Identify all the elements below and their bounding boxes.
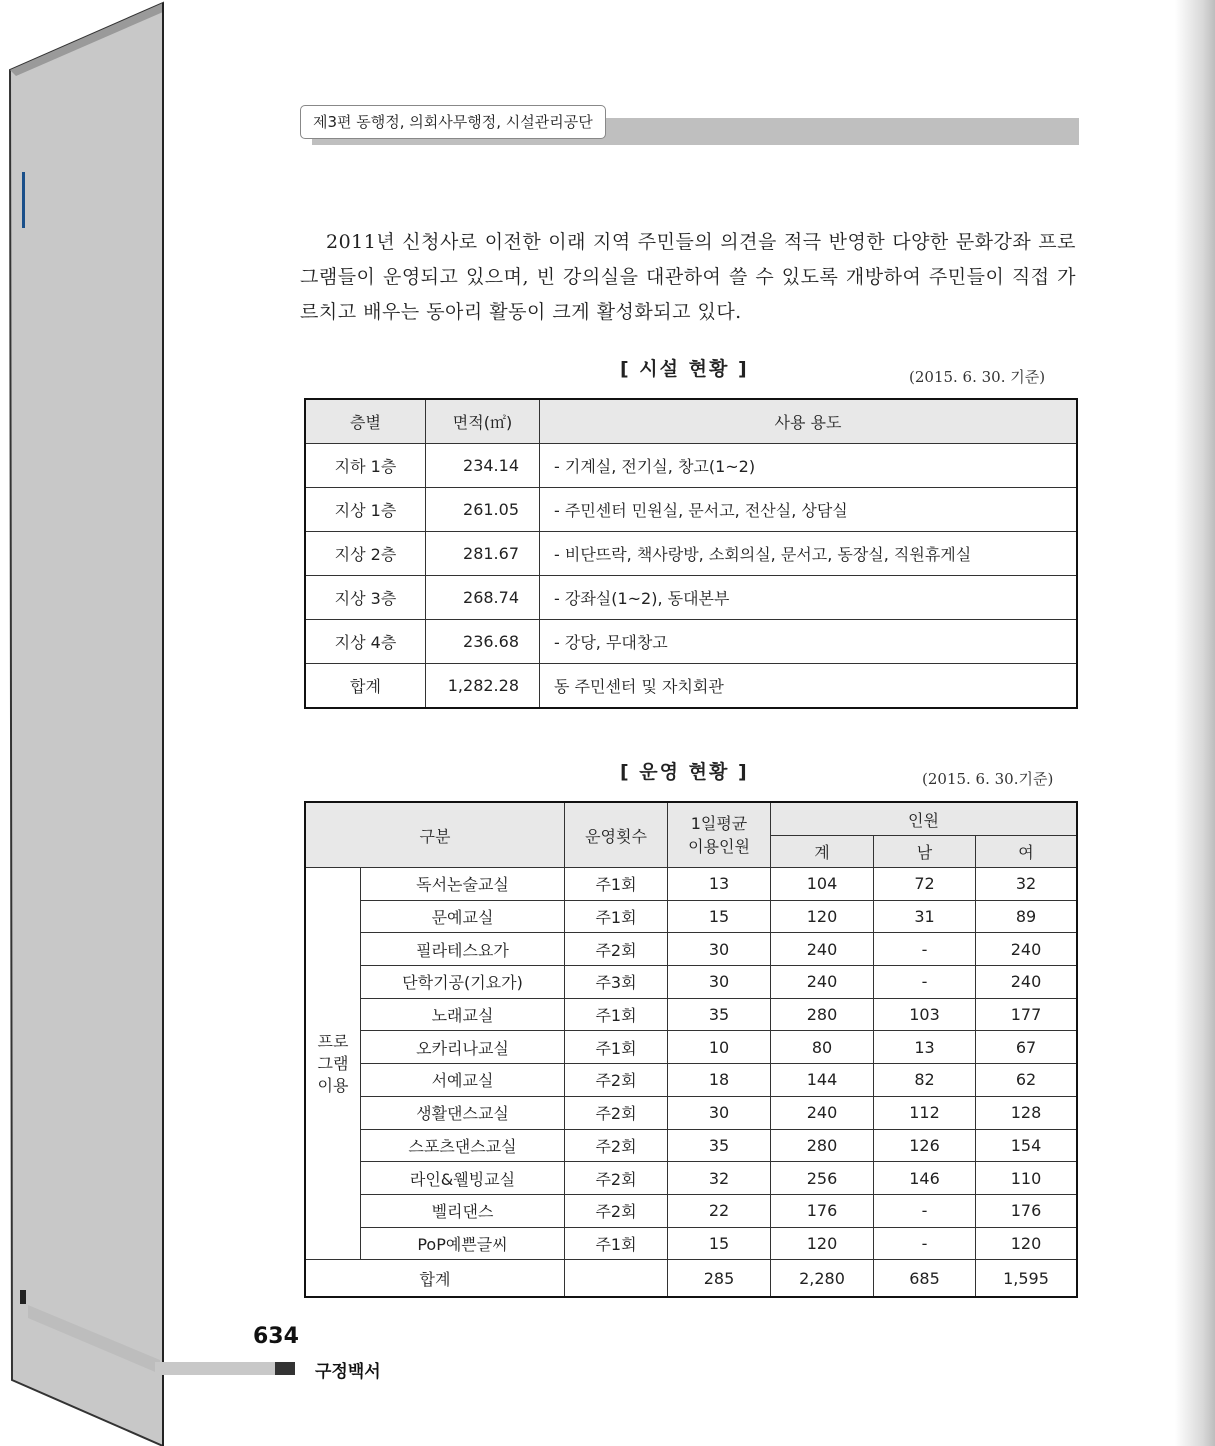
header-total: 계 — [771, 836, 874, 868]
facility-table — [305, 399, 1077, 708]
daily-cell: 35 — [668, 998, 771, 1031]
total-cell: 280 — [771, 1129, 874, 1162]
floor-cell: 합계 — [306, 664, 426, 708]
daily-cell: 35 — [668, 1129, 771, 1162]
operation-table-title: [ 운영 현황 ] — [620, 761, 749, 783]
floor-cell: 지상 3층 — [306, 576, 426, 620]
count-cell: 주1회 — [565, 1031, 668, 1064]
daily-cell: 30 — [668, 1096, 771, 1129]
female-cell: 240 — [976, 933, 1077, 966]
program-cell: PoP예쁜글씨 — [361, 1227, 565, 1260]
table-row — [306, 1162, 1077, 1195]
female-cell: 62 — [976, 1064, 1077, 1097]
total-cell: 240 — [771, 1096, 874, 1129]
total-row — [306, 664, 1077, 708]
count-cell: 주2회 — [565, 1129, 668, 1162]
count-cell: 주2회 — [565, 1096, 668, 1129]
total-label-cell: 합계 — [306, 1260, 565, 1297]
program-cell: 문예교실 — [361, 900, 565, 933]
total-cell: 240 — [771, 966, 874, 999]
male-cell: 72 — [874, 868, 976, 901]
male-cell: 146 — [874, 1162, 976, 1195]
header-daily-line2: 이용인원 — [688, 837, 750, 856]
total-cell: 104 — [771, 868, 874, 901]
page-edge-shadow — [1175, 0, 1215, 1446]
header-daily-average — [668, 803, 771, 868]
female-cell: 67 — [976, 1031, 1077, 1064]
table-row — [306, 1064, 1077, 1097]
table-row — [306, 488, 1077, 532]
header-floor: 층별 — [306, 400, 426, 444]
area-cell: 236.68 — [426, 620, 540, 664]
header-persons: 인원 — [771, 803, 1077, 836]
count-cell: 주2회 — [565, 1162, 668, 1195]
male-cell: 112 — [874, 1096, 976, 1129]
female-cell: 120 — [976, 1227, 1077, 1260]
count-cell: 주1회 — [565, 900, 668, 933]
operation-table — [305, 802, 1077, 1297]
table-row — [306, 576, 1077, 620]
operation-table-date: (2015. 6. 30.기준) — [922, 770, 1054, 788]
male-cell: 126 — [874, 1129, 976, 1162]
female-cell: 240 — [976, 966, 1077, 999]
floor-cell: 지상 2층 — [306, 532, 426, 576]
group-label-line3: 이용 — [317, 1075, 349, 1095]
female-cell: 154 — [976, 1129, 1077, 1162]
daily-cell: 13 — [668, 868, 771, 901]
usage-cell: 동 주민센터 및 자치회관 — [540, 664, 1077, 708]
program-cell: 서예교실 — [361, 1064, 565, 1097]
total-cell: 144 — [771, 1064, 874, 1097]
header-male: 남 — [874, 836, 976, 868]
daily-cell: 30 — [668, 933, 771, 966]
area-cell: 234.14 — [426, 444, 540, 488]
program-cell: 단학기공(기요가) — [361, 966, 565, 999]
table-row — [306, 1031, 1077, 1064]
male-cell: - — [874, 1194, 976, 1227]
program-cell: 스포츠댄스교실 — [361, 1129, 565, 1162]
female-cell: 89 — [976, 900, 1077, 933]
female-cell: 110 — [976, 1162, 1077, 1195]
female-cell: 128 — [976, 1096, 1077, 1129]
intro-paragraph: 2011년 신청사로 이전한 이래 지역 주민들의 의견을 적극 반영한 다양한 문화강좌 프로그램들이 운영되고 있으며, 빈 강의실을 대관하여 쓸 수 있도록 개방하여 주민들이 직접 가르치고 배우는 동아리 활동이 크게 활성화되고 있다. — [300, 231, 1076, 323]
program-cell: 오카리나교실 — [361, 1031, 565, 1064]
program-cell: 노래교실 — [361, 998, 565, 1031]
table-row — [306, 966, 1077, 999]
count-cell: 주1회 — [565, 1227, 668, 1260]
total-cell: 80 — [771, 1031, 874, 1064]
table-row — [306, 998, 1077, 1031]
daily-cell: 18 — [668, 1064, 771, 1097]
count-cell: 주2회 — [565, 1064, 668, 1097]
table-row — [306, 620, 1077, 664]
table-row — [306, 868, 1077, 901]
table-row — [306, 1194, 1077, 1227]
header-count: 운영횟수 — [565, 803, 668, 868]
header-area: 면적(㎡) — [426, 400, 540, 444]
male-cell: 13 — [874, 1031, 976, 1064]
floor-cell: 지상 1층 — [306, 488, 426, 532]
page-number: 634 — [253, 1324, 299, 1349]
male-cell: - — [874, 1227, 976, 1260]
footer-block — [275, 1362, 295, 1375]
table-row — [306, 444, 1077, 488]
book-spine — [0, 0, 170, 1446]
male-cell: 103 — [874, 998, 976, 1031]
section-header: 제3편 동행정, 의회사무행정, 시설관리공단 — [300, 105, 606, 139]
header-category: 구분 — [306, 803, 565, 868]
usage-cell: - 기계실, 전기실, 창고(1~2) — [540, 444, 1077, 488]
usage-cell: - 강당, 무대창고 — [540, 620, 1077, 664]
daily-cell: 15 — [668, 900, 771, 933]
total-cell: 256 — [771, 1162, 874, 1195]
male-cell: 31 — [874, 900, 976, 933]
male-cell: 685 — [874, 1260, 976, 1297]
total-cell: 240 — [771, 933, 874, 966]
floor-cell: 지상 4층 — [306, 620, 426, 664]
female-cell: 176 — [976, 1194, 1077, 1227]
count-cell: 주2회 — [565, 1194, 668, 1227]
total-cell: 2,280 — [771, 1260, 874, 1297]
female-cell: 32 — [976, 868, 1077, 901]
facility-table-date: (2015. 6. 30. 기준) — [909, 368, 1046, 386]
area-cell: 268.74 — [426, 576, 540, 620]
floor-cell: 지하 1층 — [306, 444, 426, 488]
male-cell: - — [874, 933, 976, 966]
program-cell: 독서논술교실 — [361, 868, 565, 901]
daily-cell: 30 — [668, 966, 771, 999]
total-cell: 176 — [771, 1194, 874, 1227]
facility-table-title: [ 시설 현황 ] — [620, 358, 749, 380]
daily-cell: 10 — [668, 1031, 771, 1064]
count-cell: 주1회 — [565, 998, 668, 1031]
header-usage: 사용 용도 — [540, 400, 1077, 444]
count-cell: 주3회 — [565, 966, 668, 999]
male-cell: 82 — [874, 1064, 976, 1097]
header-female: 여 — [976, 836, 1077, 868]
program-cell: 벨리댄스 — [361, 1194, 565, 1227]
table-row — [306, 933, 1077, 966]
count-cell — [565, 1260, 668, 1297]
group-cell — [306, 868, 361, 1260]
group-label-line1: 프로 — [317, 1031, 349, 1051]
program-cell: 필라테스요가 — [361, 933, 565, 966]
area-cell: 1,282.28 — [426, 664, 540, 708]
table-row — [306, 1096, 1077, 1129]
daily-cell: 15 — [668, 1227, 771, 1260]
table-row — [306, 532, 1077, 576]
area-cell: 281.67 — [426, 532, 540, 576]
program-cell: 라인&웰빙교실 — [361, 1162, 565, 1195]
usage-cell: - 강좌실(1~2), 동대본부 — [540, 576, 1077, 620]
area-cell: 261.05 — [426, 488, 540, 532]
total-cell: 120 — [771, 900, 874, 933]
group-label-line2: 그램 — [317, 1053, 349, 1073]
count-cell: 주1회 — [565, 868, 668, 901]
daily-cell: 22 — [668, 1194, 771, 1227]
usage-cell: - 비단뜨락, 책사랑방, 소회의실, 문서고, 동장실, 직원휴게실 — [540, 532, 1077, 576]
female-cell: 177 — [976, 998, 1077, 1031]
daily-cell: 32 — [668, 1162, 771, 1195]
table-row — [306, 1129, 1077, 1162]
table-row — [306, 1227, 1077, 1260]
count-cell: 주2회 — [565, 933, 668, 966]
male-cell: - — [874, 966, 976, 999]
program-cell: 생활댄스교실 — [361, 1096, 565, 1129]
header-daily-line1: 1일평균 — [690, 814, 748, 833]
footer-bar — [155, 1362, 275, 1375]
female-cell: 1,595 — [976, 1260, 1077, 1297]
total-cell: 280 — [771, 998, 874, 1031]
daily-cell: 285 — [668, 1260, 771, 1297]
total-cell: 120 — [771, 1227, 874, 1260]
table-row — [306, 900, 1077, 933]
total-row — [306, 1260, 1077, 1297]
usage-cell: - 주민센터 민원실, 문서고, 전산실, 상담실 — [540, 488, 1077, 532]
book-title: 구정백서 — [315, 1362, 381, 1382]
